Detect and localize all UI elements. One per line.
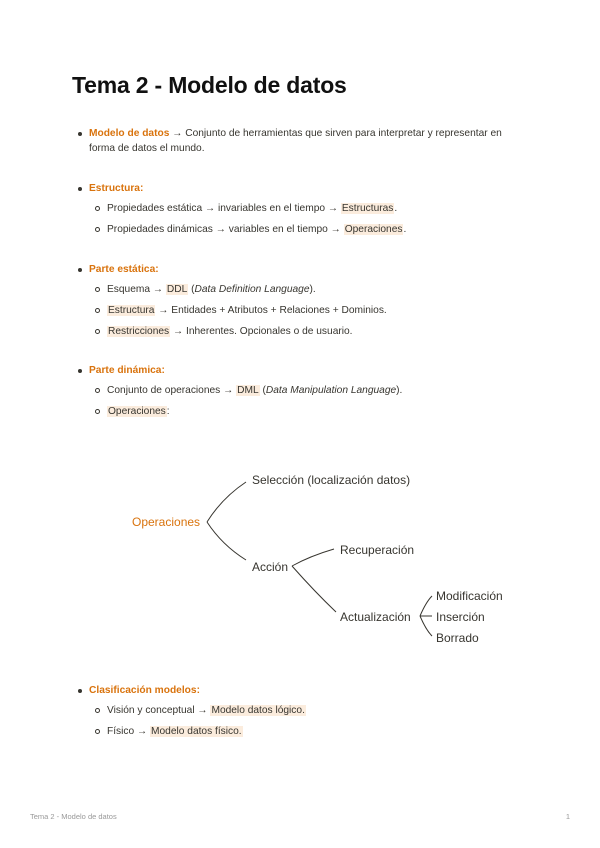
section-heading: Parte estática: xyxy=(89,264,159,275)
highlight: Restricciones xyxy=(108,326,170,337)
highlight: DDL xyxy=(166,284,188,295)
dinamica-section xyxy=(76,363,520,425)
sub-list-item: Estructura → Entidades + Atributos + Relaciones + Dominios. xyxy=(76,303,520,318)
node-recuperacion: Recuperación xyxy=(340,543,415,557)
sub-list-item: Visión y conceptual → Modelo datos lógico. xyxy=(76,703,520,718)
bullet-icon xyxy=(78,689,82,693)
circle-bullet-icon xyxy=(95,708,100,713)
sub-list-item: Propiedades estática → invariables en el tiempo → Estructuras. xyxy=(76,201,520,216)
circle-bullet-icon xyxy=(95,729,100,734)
circle-bullet-icon xyxy=(95,308,100,313)
circle-bullet-icon xyxy=(95,329,100,334)
circle-bullet-icon xyxy=(95,206,100,211)
intro-definition: Conjunto de herramientas que sirven para interpretar y representar en forma de datos el mundo. xyxy=(89,128,502,154)
branch-accion-recuperacion xyxy=(292,549,334,566)
highlight: DML xyxy=(237,385,259,396)
estatica-section xyxy=(76,262,520,345)
footer-title: Tema 2 - Modelo de datos xyxy=(30,812,117,821)
bullet-icon xyxy=(78,132,82,136)
intro-section xyxy=(76,126,520,161)
list-item: Modelo de datos → Conjunto de herramientas que sirven para interpretar y representar en forma de datos el mundo. xyxy=(76,126,520,156)
sub-list-item: Físico → Modelo datos físico. xyxy=(76,724,520,739)
node-insercion: Inserción xyxy=(436,610,485,624)
section-heading: Clasificación modelos: xyxy=(89,685,200,696)
list-item xyxy=(76,363,520,378)
section-heading: Parte dinámica: xyxy=(89,365,165,376)
node-modificacion: Modificación xyxy=(436,589,503,603)
bullet-icon xyxy=(78,369,82,373)
circle-bullet-icon xyxy=(95,409,100,414)
node-actualizacion: Actualización xyxy=(340,610,411,624)
highlight: Operaciones xyxy=(344,224,403,235)
node-seleccion: Selección (localización datos) xyxy=(252,473,411,487)
page-number: 1 xyxy=(565,812,570,821)
node-borrado: Borrado xyxy=(436,631,479,645)
highlight: Estructuras xyxy=(341,203,394,214)
sub-list-item: Restricciones → Inherentes. Opcionales o de usuario. xyxy=(76,324,520,339)
sub-list-item: Esquema → DDL (Data Definition Language). xyxy=(76,282,520,297)
highlight: Estructura xyxy=(108,305,155,316)
branch-root-accion xyxy=(207,522,246,560)
bullet-icon xyxy=(78,268,82,272)
sub-list-item: Conjunto de operaciones → DML (Data Manipulation Language). xyxy=(76,383,520,398)
branch-actualizacion-modificacion xyxy=(420,596,432,616)
operations-tree-diagram xyxy=(0,460,600,660)
list-item xyxy=(76,181,520,196)
section-heading: Estructura: xyxy=(89,183,144,194)
estructura-section xyxy=(76,181,520,243)
highlight: Modelo datos lógico. xyxy=(211,705,305,716)
list-item xyxy=(76,683,520,698)
branch-actualizacion-borrado xyxy=(420,616,432,636)
clasificacion-section xyxy=(76,683,520,745)
node-accion: Acción xyxy=(252,560,289,574)
branch-root-seleccion xyxy=(207,482,246,522)
sub-list-item: Propiedades dinámicas → variables en el tiempo → Operaciones. xyxy=(76,222,520,237)
list-item xyxy=(76,262,520,277)
circle-bullet-icon xyxy=(95,388,100,393)
sub-list-item: Operaciones: xyxy=(76,404,520,419)
bullet-icon xyxy=(78,187,82,191)
highlight: Operaciones xyxy=(108,406,166,417)
term-modelo-de-datos: Modelo de datos xyxy=(89,128,170,139)
highlight: Modelo datos físico. xyxy=(151,726,242,737)
circle-bullet-icon xyxy=(95,287,100,292)
branch-accion-actualizacion xyxy=(292,566,336,612)
node-operaciones: Operaciones xyxy=(132,515,201,529)
circle-bullet-icon xyxy=(95,227,100,232)
page-title: Tema 2 - Modelo de datos xyxy=(72,72,347,98)
